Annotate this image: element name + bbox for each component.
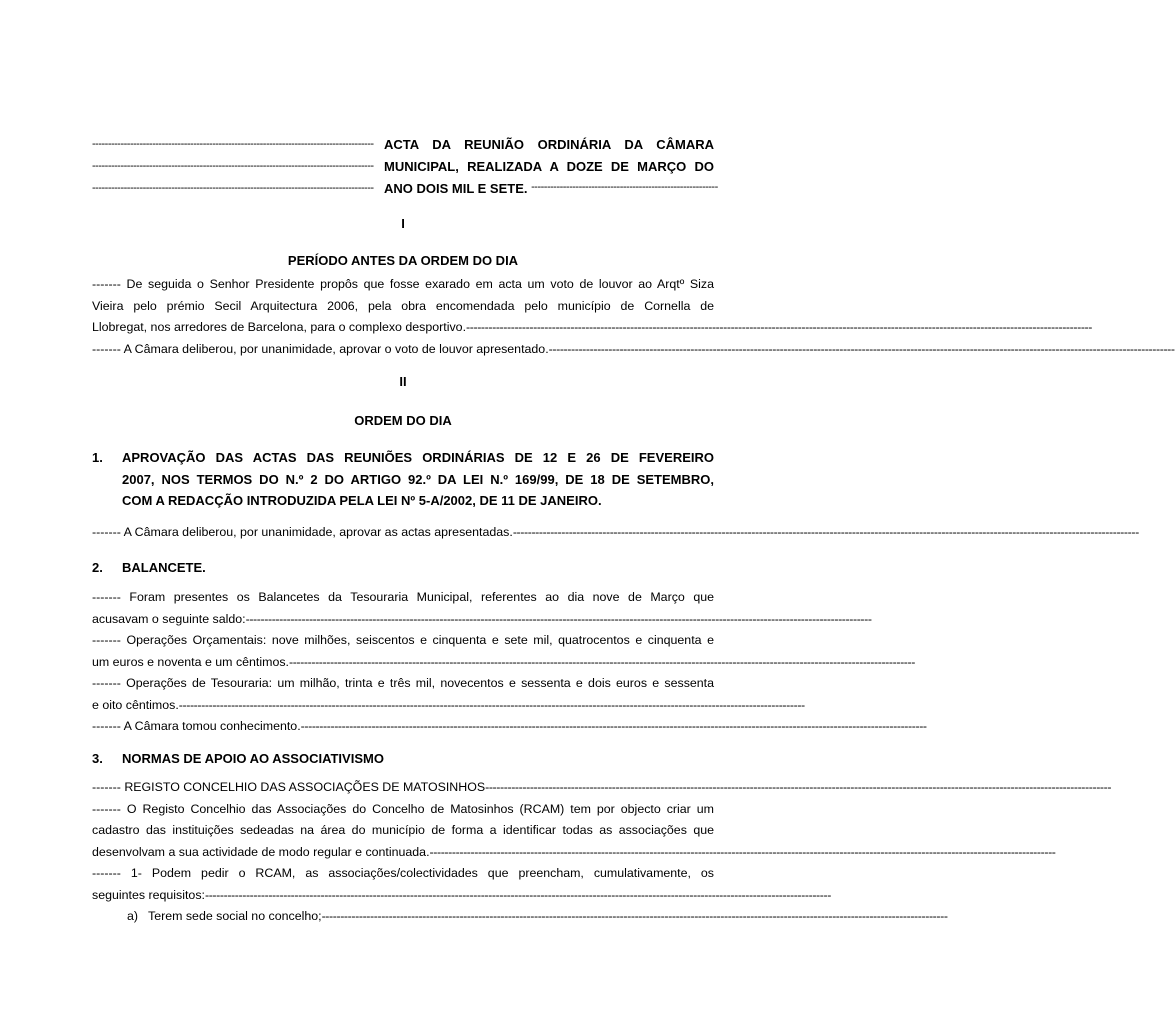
section-title: ORDEM DO DIA — [354, 413, 452, 428]
paragraph-line: ------- De seguida o Senhor Presidente propôs que fosse exarado em acta um voto de louvor ao Arqtº Siza — [92, 277, 714, 291]
dash-fill: ----------------------------------------------------------------------------------------- — [92, 160, 374, 172]
dash-fill: ------------------------------------------------------------------------------------------------------------------------------------------------------------------------ — [512, 525, 1139, 539]
paragraph-line: ------- O Registo Concelhio das Associações do Concelho de Matosinhos (RCAM) tem por objecto criar um — [92, 801, 714, 816]
list-item-label: a) — [126, 909, 138, 923]
section-number: I — [401, 216, 405, 231]
heading-line: COM A REDACÇÃO INTRODUZIDA PELA LEI Nº 5-A/2002, DE 11 DE JANEIRO. — [122, 493, 602, 508]
paragraph-line: ------- Operações Orçamentais: nove milhões, seiscentos e cinquenta e sete mil, quatrocentos e cinquenta e — [92, 633, 714, 647]
list-item — [92, 906, 948, 928]
item-number: 2. — [92, 560, 103, 575]
paragraph — [92, 274, 1175, 360]
paragraph-line: acusavam o seguinte saldo: — [92, 611, 246, 626]
paragraph-line: ------- A Câmara deliberou, por unanimidade, aprovar as actas apresentadas. — [92, 525, 513, 539]
paragraph-line: ------- Foram presentes os Balancetes da Tesouraria Municipal, referentes ao dia nove de Março que — [92, 590, 714, 604]
item-heading — [92, 748, 714, 770]
dash-fill: ------------------------------------------------------------------------------------------------------------------------------------------------------------------------ — [300, 719, 927, 733]
dash-fill: ----------------------------------------------------------- — [531, 180, 718, 193]
paragraph-line: e oito cêntimos. — [92, 697, 179, 712]
header-title-3: ANO DOIS MIL E SETE. — [384, 180, 528, 196]
header-title-1: ACTA DA REUNIÃO ORDINÁRIA DA CÂMARA — [384, 136, 714, 152]
dash-fill: ------------------------------------------------------------------------------------------------------------------------------------------------------------------------ — [429, 844, 1056, 859]
paragraph-line: ------- A Câmara tomou conhecimento. — [92, 719, 301, 733]
item-title: BALANCETE. — [122, 560, 206, 575]
section-title: PERÍODO ANTES DA ORDEM DO DIA — [287, 253, 519, 268]
paragraph-line: ------- Operações de Tesouraria: um milhão, trinta e três mil, novecentos e sessenta e dois euros e sessenta — [92, 676, 714, 690]
dash-fill: ------------------------------------------------------------------------------------------------------------------------------------------------------------------------ — [548, 341, 1175, 356]
dash-fill: ------------------------------------------------------------------------------------------------------------------------------------------------------------------------ — [288, 654, 915, 669]
paragraph-line: ------- A Câmara deliberou, por unanimidade, aprovar o voto de louvor apresentado. — [92, 341, 549, 356]
dash-fill: ------------------------------------------------------------------------------------------------------------------------------------------------------------------------ — [245, 611, 872, 626]
item-title: NORMAS DE APOIO AO ASSOCIATIVISMO — [122, 751, 384, 766]
heading-line: APROVAÇÃO DAS ACTAS DAS REUNIÕES ORDINÁRIAS DE 12 E 26 DE FEVEREIRO — [122, 450, 714, 465]
paragraph-line: cadastro das instituições sedeadas na área do município de forma a identificar todas as associações que — [92, 823, 714, 837]
paragraph-line: seguintes requisitos: — [92, 887, 205, 902]
heading-line: 2007, NOS TERMOS DO N.º 2 DO ARTIGO 92.º DA LEI N.º 169/99, DE 18 DE SETEMBRO, — [122, 471, 714, 487]
paragraph-line: um euros e noventa e um cêntimos. — [92, 654, 289, 669]
item-number: 1. — [92, 450, 103, 465]
item-heading — [92, 557, 714, 579]
header-line-3 — [92, 177, 718, 199]
header-line-2 — [92, 155, 714, 177]
dash-fill: ------------------------------------------------------------------------------------------------------------------------------------------------------------------------ — [466, 320, 1093, 334]
item-heading — [92, 447, 714, 513]
list-item-text: Terem sede social no concelho; — [148, 909, 322, 923]
dash-fill: ------------------------------------------------------------------------------------------------------------------------------------------------------------------------ — [485, 780, 1112, 794]
paragraph-line: ------- REGISTO CONCELHIO DAS ASSOCIAÇÕES DE MATOSINHOS — [92, 780, 486, 794]
header-title-2: MUNICIPAL, REALIZADA A DOZE DE MARÇO DO — [384, 158, 714, 174]
paragraph-line: ------- 1- Podem pedir o RCAM, as associações/colectividades que preencham, cumulativamente, os — [92, 866, 714, 880]
paragraph-line: desenvolvam a sua actividade de modo regular e continuada. — [92, 844, 430, 859]
dash-fill: ----------------------------------------------------------------------------------------- — [92, 138, 374, 150]
dash-fill: ------------------------------------------------------------------------------------------------------------------------------------------------------------------------ — [321, 909, 948, 923]
paragraph-line: Vieira pelo prémio Secil Arquitectura 2006, pela obra encomendada pelo município de Cornella de — [92, 298, 714, 313]
paragraph — [92, 522, 1139, 544]
paragraph-line: Llobregat, nos arredores de Barcelona, para o complexo desportivo. — [92, 320, 467, 334]
section-number: II — [399, 374, 407, 389]
dash-fill: ------------------------------------------------------------------------------------------------------------------------------------------------------------------------ — [204, 887, 831, 902]
paragraph — [92, 587, 927, 738]
header-line-1 — [92, 133, 714, 155]
paragraph — [92, 777, 1112, 906]
item-number: 3. — [92, 751, 103, 766]
dash-fill: ----------------------------------------------------------------------------------------- — [92, 182, 374, 194]
dash-fill: ------------------------------------------------------------------------------------------------------------------------------------------------------------------------ — [178, 697, 805, 712]
